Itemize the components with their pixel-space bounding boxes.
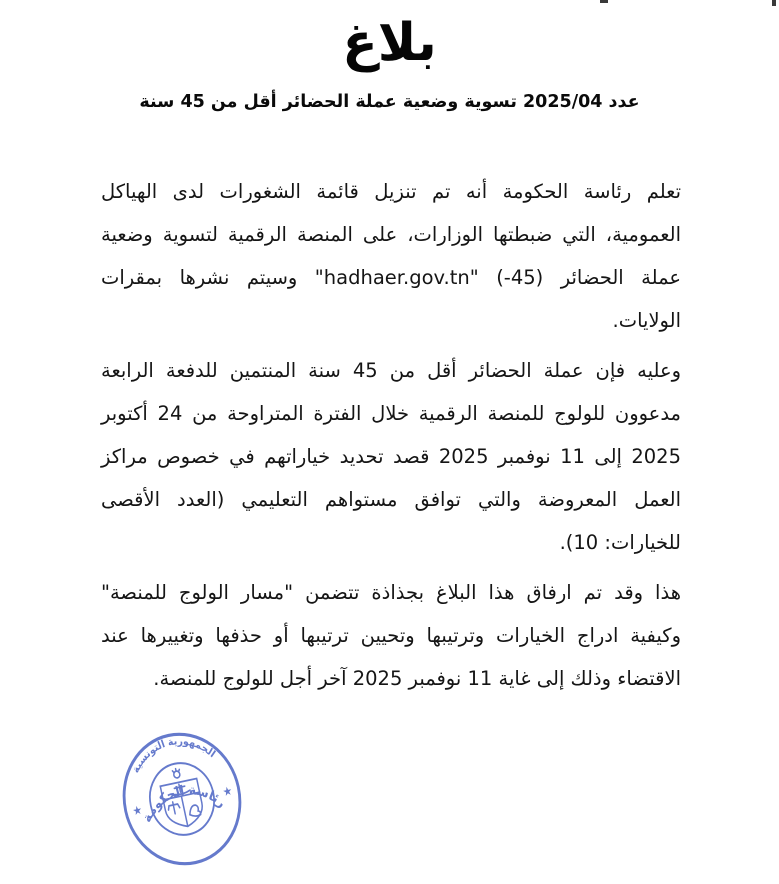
text-line: وعليه فإن عملة الحضائر أقل من 45 سنة المنتمين للدفعة الرابعة: [101, 359, 681, 382]
text-line: عملة الحضائر ⁦(-45)⁩ "hadhaer.gov.tn" وسيتم نشرها بمقرات: [101, 266, 681, 289]
stamp-top-text: الجمهورية التونسية: [130, 735, 217, 776]
doc-subtitle: عدد 2025/04 تسوية وضعية عملة الحضائر أقل من 45 سنة: [139, 92, 640, 112]
text-line: الولايات.: [612, 309, 681, 332]
text-line: العمومية، التي ضبطتها الوزارات، على المنصة الرقمية لتسوية وضعية: [101, 223, 681, 246]
paragraph: [101, 170, 681, 342]
text-line: 2025 إلى 11 نوفمبر 2025 قصد تحديد خياراتهم في خصوص مراكز: [101, 445, 681, 468]
paragraph: [101, 571, 681, 700]
star-right-icon: ★: [221, 782, 234, 800]
scan-artifact: [772, 0, 776, 6]
star-left-icon: ★: [131, 802, 144, 819]
text-line: هذا وقد تم ارفاق هذا البلاغ بجذاذة تتضمن "مسار الولوج للمنصة": [101, 581, 681, 604]
doc-body: [101, 170, 681, 707]
text-line: وكيفية ادراج الخيارات وترتيبها وتحيين ترتيبها أو حذفها وتغييرها عند: [101, 624, 681, 647]
text-line: العمل المعروضة والتي توافق مستواهم التعليمي (العدد الأقصى: [101, 488, 681, 511]
stamp-bottom-text: رئاسة الحكومة: [140, 782, 228, 826]
text-line: تعلم رئاسة الحكومة أنه تم تنزيل قائمة الشغورات لدى الهياكل: [101, 180, 681, 203]
text-line: مدعوون للولوج للمنصة الرقمية خلال الفترة المتراوحة من 24 أكتوبر: [101, 402, 681, 425]
paragraph: [101, 349, 681, 564]
page-title: بلاغ: [342, 13, 437, 73]
text-line: الاقتضاء وذلك إلى غاية 11 نوفمبر 2025 آخر أجل للولوج للمنصة.: [153, 667, 681, 690]
scan-artifact: [600, 0, 608, 3]
text-line: للخيارات: 10).: [559, 531, 681, 554]
official-stamp: [107, 718, 257, 881]
